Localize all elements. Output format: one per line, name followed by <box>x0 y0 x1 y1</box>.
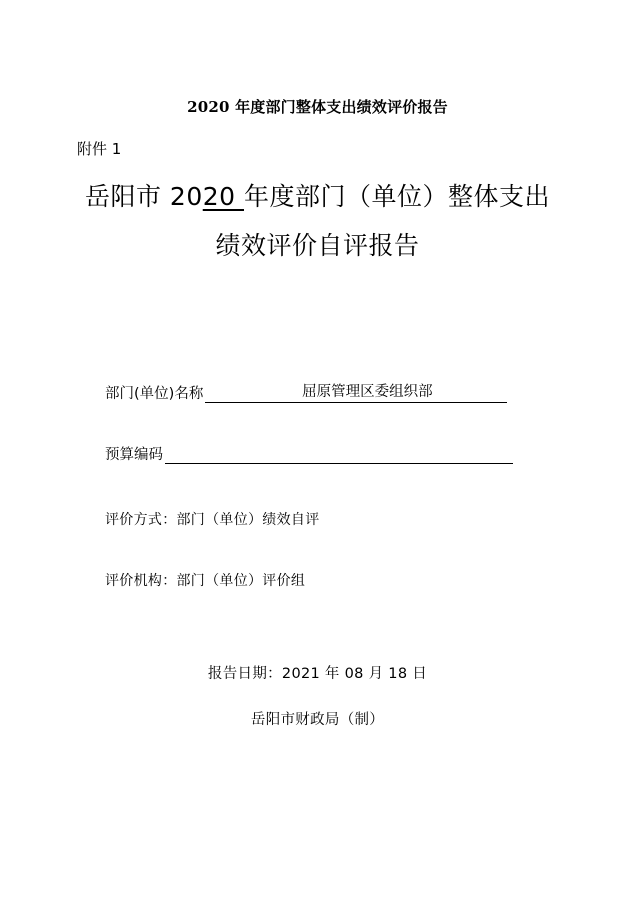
main-title-line2: 绩效评价自评报告 <box>215 231 420 260</box>
budget-code-value <box>165 444 513 464</box>
report-date: 报告日期：2021 年 08 月 18 日 <box>207 666 428 682</box>
evaluation-method-row <box>105 509 320 529</box>
issuer: 岳阳市财政局（制） <box>250 712 385 728</box>
evaluation-method-label: 评价方式： <box>105 512 177 528</box>
evaluation-org-row <box>105 570 305 590</box>
main-title-underlined-year: 20 <box>202 182 244 211</box>
header-title: 2020 年度部门整体支出绩效评价报告 <box>187 98 448 116</box>
attachment-label: 附件 1 <box>77 140 122 158</box>
evaluation-method-value: 部门（单位）绩效自评 <box>176 512 320 528</box>
department-label: 部门(单位)名称 <box>105 386 204 402</box>
budget-code-row <box>105 443 513 464</box>
department-value: 屈原管理区委组织部 <box>205 383 507 403</box>
evaluation-org-value: 部门（单位）评价组 <box>176 573 306 589</box>
main-title-line1 <box>0 177 635 213</box>
department-row <box>105 382 507 403</box>
budget-code-label: 预算编码 <box>105 447 163 463</box>
main-title-part-a: 岳阳市 20 <box>84 182 203 211</box>
main-title-part-c: 年度部门（单位）整体支出 <box>244 182 551 211</box>
evaluation-org-label: 评价机构： <box>105 573 177 589</box>
